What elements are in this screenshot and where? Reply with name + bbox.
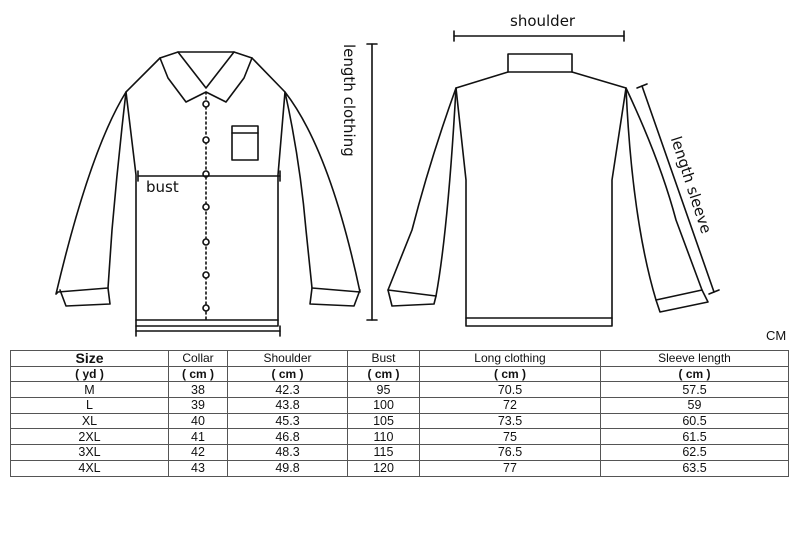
header-size: Size xyxy=(11,351,169,367)
header-sleeve-length: Sleeve length xyxy=(601,351,789,367)
unit-cell: ( cm ) xyxy=(601,366,789,382)
table-cell: 2XL xyxy=(11,429,169,445)
unit-cell: ( cm ) xyxy=(420,366,601,382)
table-cell: 42 xyxy=(169,445,228,461)
table-row xyxy=(11,382,789,398)
table-row xyxy=(11,445,789,461)
table-cell: 49.8 xyxy=(228,460,348,476)
table-cell: 120 xyxy=(348,460,420,476)
unit-cell: ( cm ) xyxy=(169,366,228,382)
length-sleeve-label: length sleeve xyxy=(666,134,716,236)
header-collar: Collar xyxy=(169,351,228,367)
header-bust: Bust xyxy=(348,351,420,367)
table-cell: 62.5 xyxy=(601,445,789,461)
table-cell: 61.5 xyxy=(601,429,789,445)
table-cell: 76.5 xyxy=(420,445,601,461)
unit-cell: ( yd ) xyxy=(11,366,169,382)
table-cell: 39 xyxy=(169,398,228,414)
table-row xyxy=(11,398,789,414)
table-cell: 43 xyxy=(169,460,228,476)
table-cell: 72 xyxy=(420,398,601,414)
size-table xyxy=(10,350,789,477)
table-cell: 77 xyxy=(420,460,601,476)
shirt-back-outline xyxy=(388,54,708,326)
table-cell: 75 xyxy=(420,429,601,445)
table-cell: M xyxy=(11,382,169,398)
table-cell: L xyxy=(11,398,169,414)
table-row xyxy=(11,429,789,445)
table-cell: 45.3 xyxy=(228,413,348,429)
table-cell: 40 xyxy=(169,413,228,429)
unit-cell: ( cm ) xyxy=(348,366,420,382)
table-cell: 60.5 xyxy=(601,413,789,429)
table-cell: 100 xyxy=(348,398,420,414)
header-shoulder: Shoulder xyxy=(228,351,348,367)
table-cell: 110 xyxy=(348,429,420,445)
table-cell: 41 xyxy=(169,429,228,445)
table-cell: 43.8 xyxy=(228,398,348,414)
table-unit-row xyxy=(11,366,789,382)
table-cell: 95 xyxy=(348,382,420,398)
table-header-row xyxy=(11,351,789,367)
table-cell: 48.3 xyxy=(228,445,348,461)
unit-label: CM xyxy=(766,328,787,343)
table-cell: 3XL xyxy=(11,445,169,461)
table-cell: 4XL xyxy=(11,460,169,476)
table-cell: 115 xyxy=(348,445,420,461)
table-cell: 42.3 xyxy=(228,382,348,398)
table-cell: XL xyxy=(11,413,169,429)
table-cell: 59 xyxy=(601,398,789,414)
table-row xyxy=(11,413,789,429)
shoulder-label: shoulder xyxy=(510,12,576,30)
table-cell: 73.5 xyxy=(420,413,601,429)
header-long-clothing: Long clothing xyxy=(420,351,601,367)
table-cell: 70.5 xyxy=(420,382,601,398)
table-cell: 38 xyxy=(169,382,228,398)
shirt-front-outline xyxy=(56,52,360,326)
table-cell: 63.5 xyxy=(601,460,789,476)
length-clothing-label: length clothing xyxy=(340,44,358,157)
table-row xyxy=(11,460,789,476)
table-cell: 105 xyxy=(348,413,420,429)
unit-cell: ( cm ) xyxy=(228,366,348,382)
bust-label: bust xyxy=(146,178,179,196)
table-cell: 46.8 xyxy=(228,429,348,445)
table-cell: 57.5 xyxy=(601,382,789,398)
